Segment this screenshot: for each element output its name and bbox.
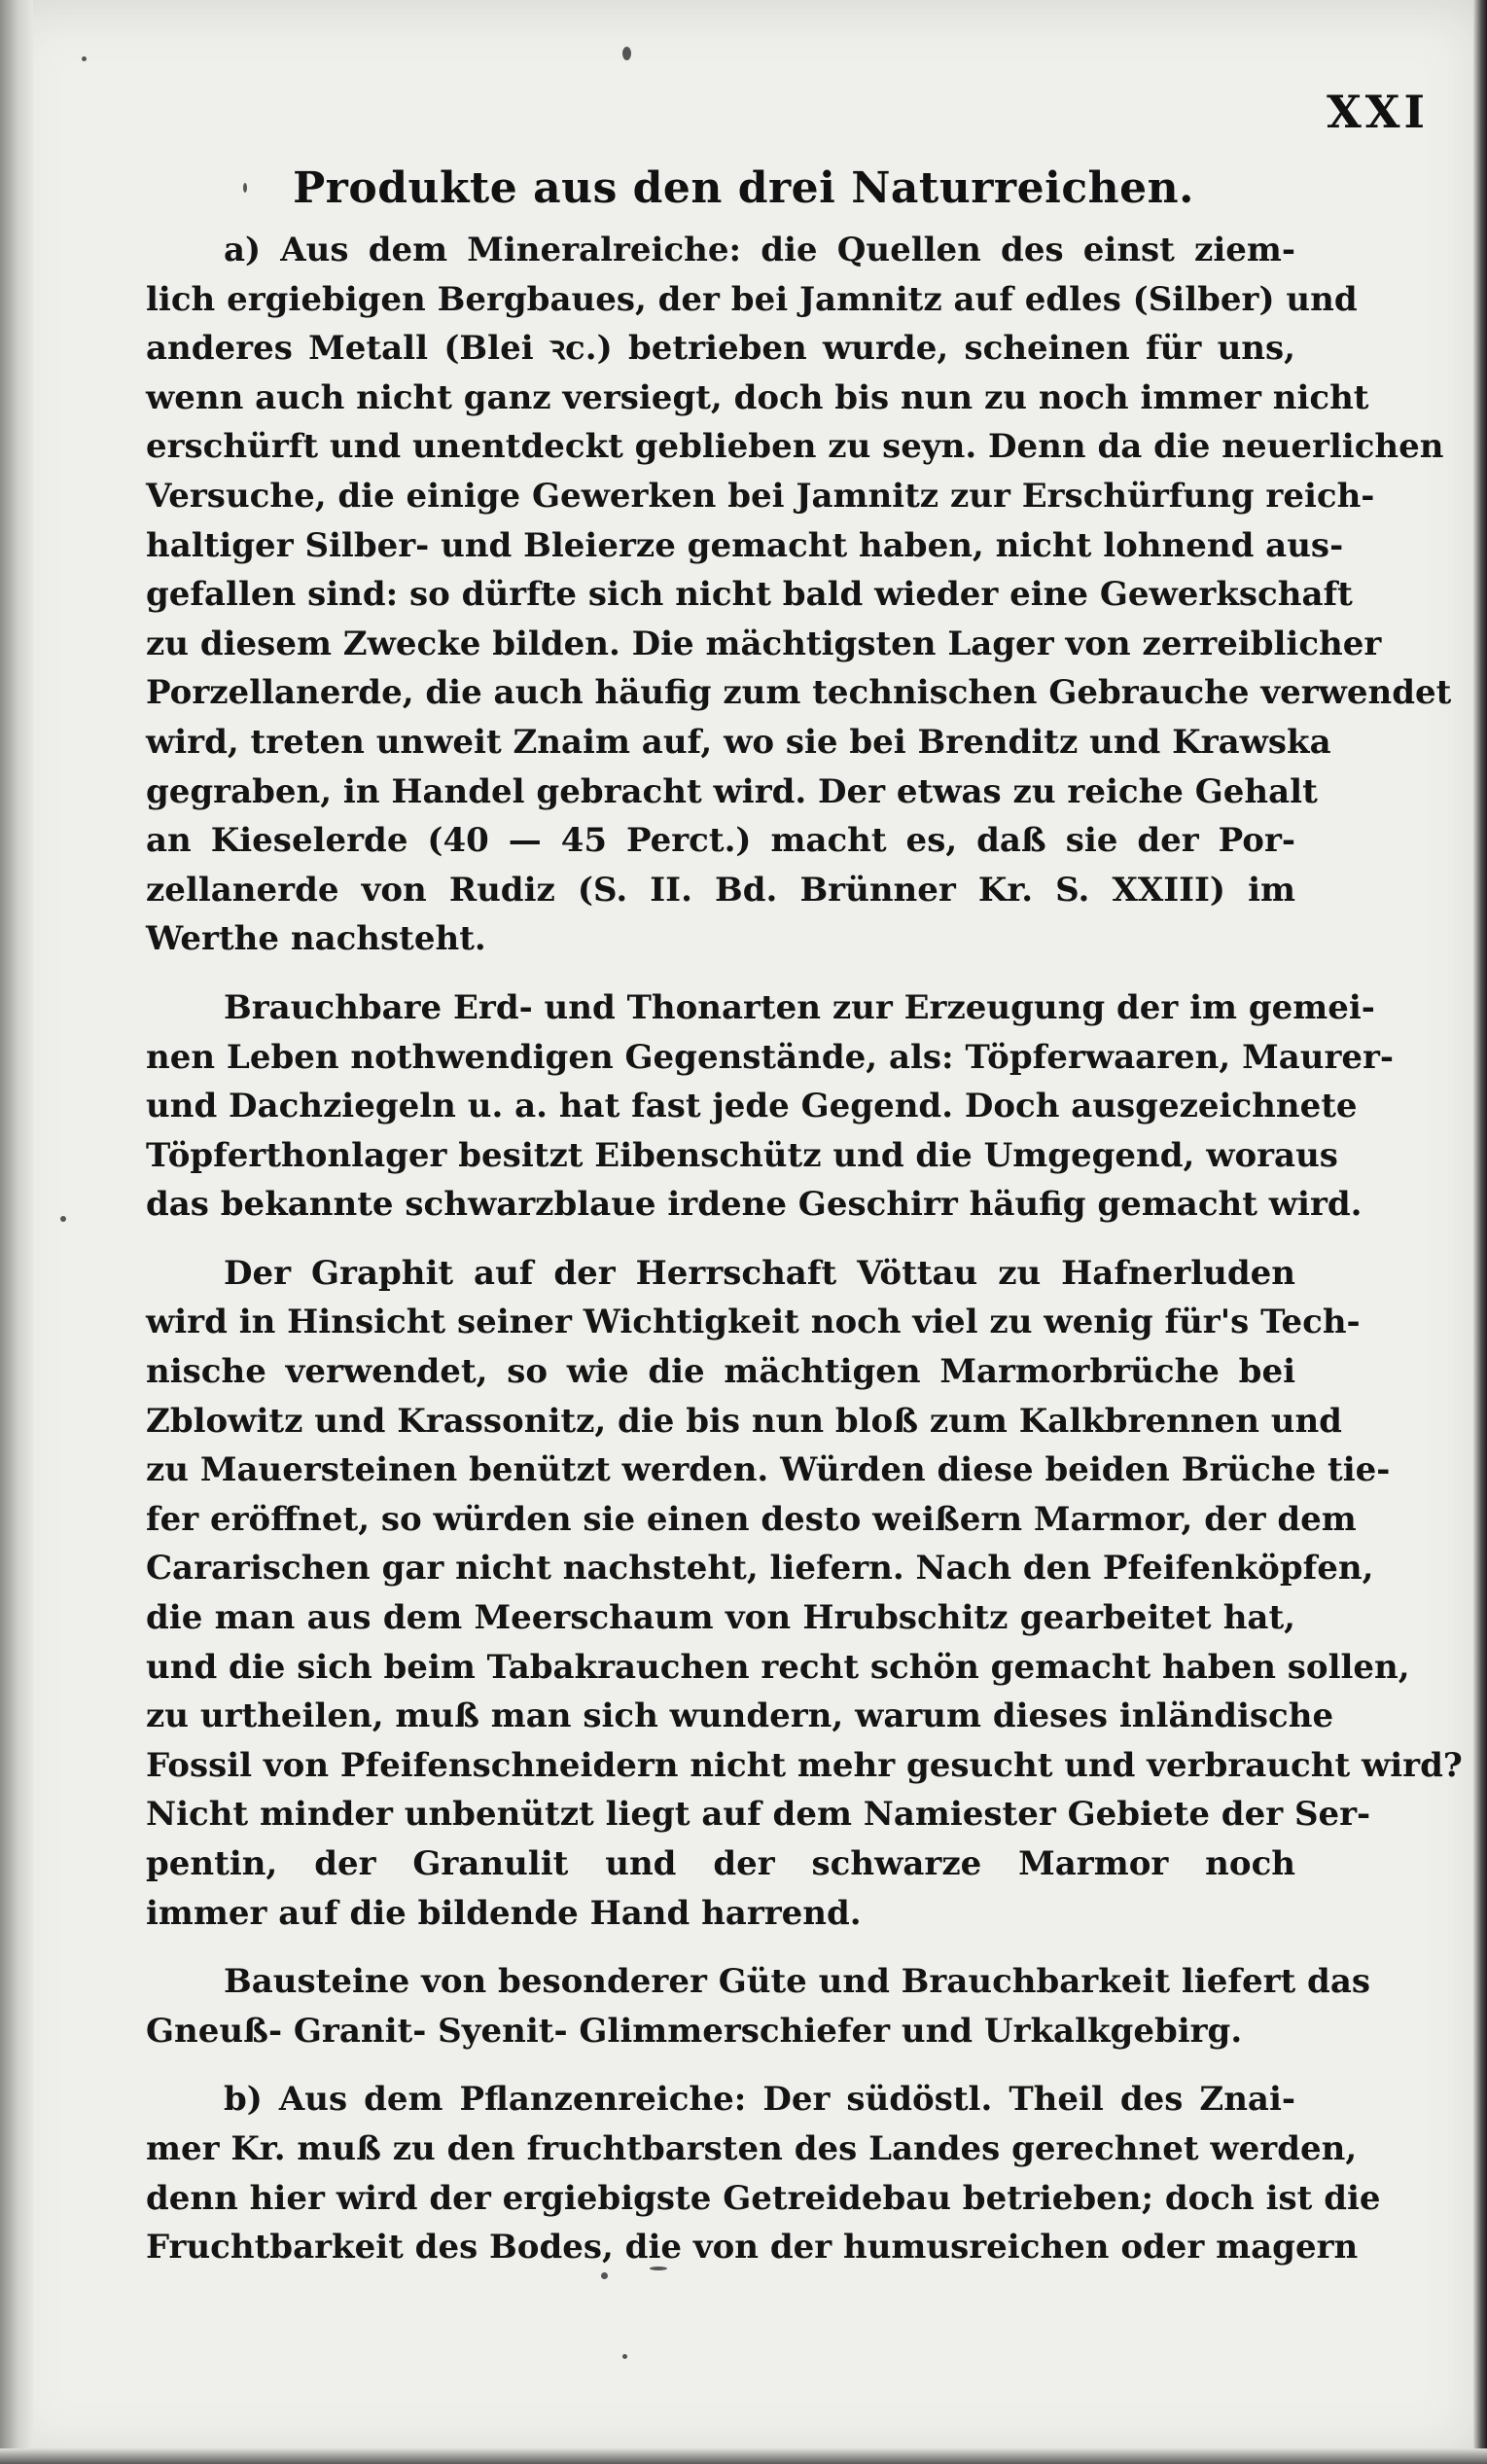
text-line: zu diesem Zwecke bilden. Die mächtigsten Lager von zerreiblicher xyxy=(146,624,1382,663)
text-line: Der Graphit auf der Herrschaft Vöttau zu Hafnerluden xyxy=(224,1253,1295,1293)
text-line: wird, treten unweit Znaim auf, wo sie bei Brenditz und Krawska xyxy=(146,722,1331,762)
paragraph xyxy=(146,1957,1370,2055)
ink-speck xyxy=(601,2272,608,2279)
text-line: erschürft und unentdeckt geblieben zu seyn. Denn da die neuerlichen xyxy=(146,427,1444,467)
text-line: nische verwendet, so wie die mächtigen Marmorbrüche bei xyxy=(146,1352,1295,1392)
ink-speck xyxy=(82,56,87,61)
ink-speck xyxy=(60,1216,66,1222)
text-line: an Kieselerde (40 — 45 Perct.) macht es, daß sie der Por- xyxy=(146,821,1295,861)
page-binding-shadow xyxy=(0,0,33,2464)
page-heading: Produkte aus den drei Naturreichen. xyxy=(293,163,1194,213)
text-line: das bekannte schwarzblaue irdene Geschirr häufig gemacht wird. xyxy=(146,1185,1363,1225)
paragraph xyxy=(146,226,1452,964)
paragraph xyxy=(146,983,1395,1230)
ink-speck xyxy=(622,2354,627,2359)
text-line: zellanerde von Rudiz (S. II. Bd. Brünner Kr. S. XXIII) im xyxy=(146,870,1295,910)
text-line: Versuche, die einige Gewerken bei Jamnitz zur Erschürfung reich- xyxy=(146,476,1375,516)
page-number: XXI xyxy=(1327,86,1429,138)
text-line: lich ergiebigen Bergbaues, der bei Jamnitz auf edles (Silber) und xyxy=(146,279,1358,319)
text-line: zu Mauersteinen benützt werden. Würden diese beiden Brüche tie- xyxy=(146,1450,1391,1490)
text-line: Fruchtbarkeit des Bodes, die von der humusreichen oder magern xyxy=(146,2228,1359,2268)
text-line: Fossil von Pfeifenschneidern nicht mehr gesucht und verbraucht wird? xyxy=(146,1745,1463,1785)
text-line: Zblowitz und Krassonitz, die bis nun bloß zum Kalkbrennen und xyxy=(146,1401,1342,1441)
text-line: Brauchbare Erd- und Thonarten zur Erzeugung der im gemei- xyxy=(224,987,1375,1027)
text-line: Nicht minder unbenützt liegt auf dem Namiester Gebiete der Ser- xyxy=(146,1795,1371,1835)
text-line: anderes Metall (Blei ꝛc.) betrieben wurde, scheinen für uns, xyxy=(146,329,1295,369)
body-text xyxy=(146,226,1463,2272)
text-line: haltiger Silber- und Bleierze gemacht haben, nicht lohnend aus- xyxy=(146,525,1344,565)
text-line: wenn auch nicht ganz versiegt, doch bis nun zu noch immer nicht xyxy=(146,377,1369,417)
page-right-edge xyxy=(1473,0,1487,2464)
text-line: Gneuß- Granit- Syenit- Glimmerschiefer und Urkalkgebirg. xyxy=(146,2011,1243,2051)
text-line: denn hier wird der ergiebigste Getreidebau betrieben; doch ist die xyxy=(146,2178,1381,2218)
text-line: gegraben, in Handel gebracht wird. Der etwas zu reiche Gehalt xyxy=(146,771,1318,811)
paragraph-gap xyxy=(146,2055,1295,2075)
text-line: und Dachziegeln u. a. hat fast jede Gegend. Doch ausgezeichnete xyxy=(146,1087,1358,1126)
text-line: nen Leben nothwendigen Gegenstände, als: Töpferwaaren, Maurer- xyxy=(146,1037,1395,1077)
text-line: mer Kr. muß zu den fruchtbarsten des Landes gerechnet werden, xyxy=(146,2128,1358,2168)
paragraph xyxy=(146,1249,1463,1938)
text-line: zu urtheilen, muß man sich wundern, warum dieses inländische xyxy=(146,1696,1334,1736)
paragraph-gap xyxy=(146,964,1295,983)
text-line: Töpferthonlager besitzt Eibenschütz und die Umgegend, woraus xyxy=(146,1135,1338,1175)
text-line: pentin, der Granulit und der schwarze Marmor noch xyxy=(146,1844,1295,1883)
text-line: Cararischen gar nicht nachsteht, liefern. Nach den Pfeifenköpfen, xyxy=(146,1549,1374,1589)
ink-speck xyxy=(622,47,631,60)
paragraph xyxy=(146,2075,1381,2271)
text-line: Porzellanerde, die auch häufig zum technischen Gebrauche verwendet xyxy=(146,673,1452,713)
page-bottom-edge xyxy=(0,2448,1487,2464)
text-line: a) Aus dem Mineralreiche: die Quellen des einst ziem- xyxy=(224,231,1295,269)
text-line: Werthe nachsteht. xyxy=(146,919,486,959)
text-line: gefallen sind: so dürfte sich nicht bald wieder eine Gewerkschaft xyxy=(146,575,1353,615)
text-line: und die sich beim Tabakrauchen recht schön gemacht haben sollen, xyxy=(146,1647,1410,1687)
text-line: Bausteine von besonderer Güte und Brauchbarkeit liefert das xyxy=(224,1962,1370,2002)
paragraph-gap xyxy=(146,1230,1295,1249)
text-line: die man aus dem Meerschaum von Hrubschitz gearbeitet hat, xyxy=(146,1598,1295,1638)
text-line: immer auf die bildende Hand harrend. xyxy=(146,1893,862,1933)
text-line: wird in Hinsicht seiner Wichtigkeit noch viel zu wenig für's Tech- xyxy=(146,1303,1361,1342)
text-line: b) Aus dem Pflanzenreiche: Der südöstl. Theil des Znai- xyxy=(224,2080,1295,2120)
paragraph-gap xyxy=(146,1938,1295,1957)
text-line: fer eröffnet, so würden sie einen desto weißern Marmor, der dem xyxy=(146,1499,1357,1539)
